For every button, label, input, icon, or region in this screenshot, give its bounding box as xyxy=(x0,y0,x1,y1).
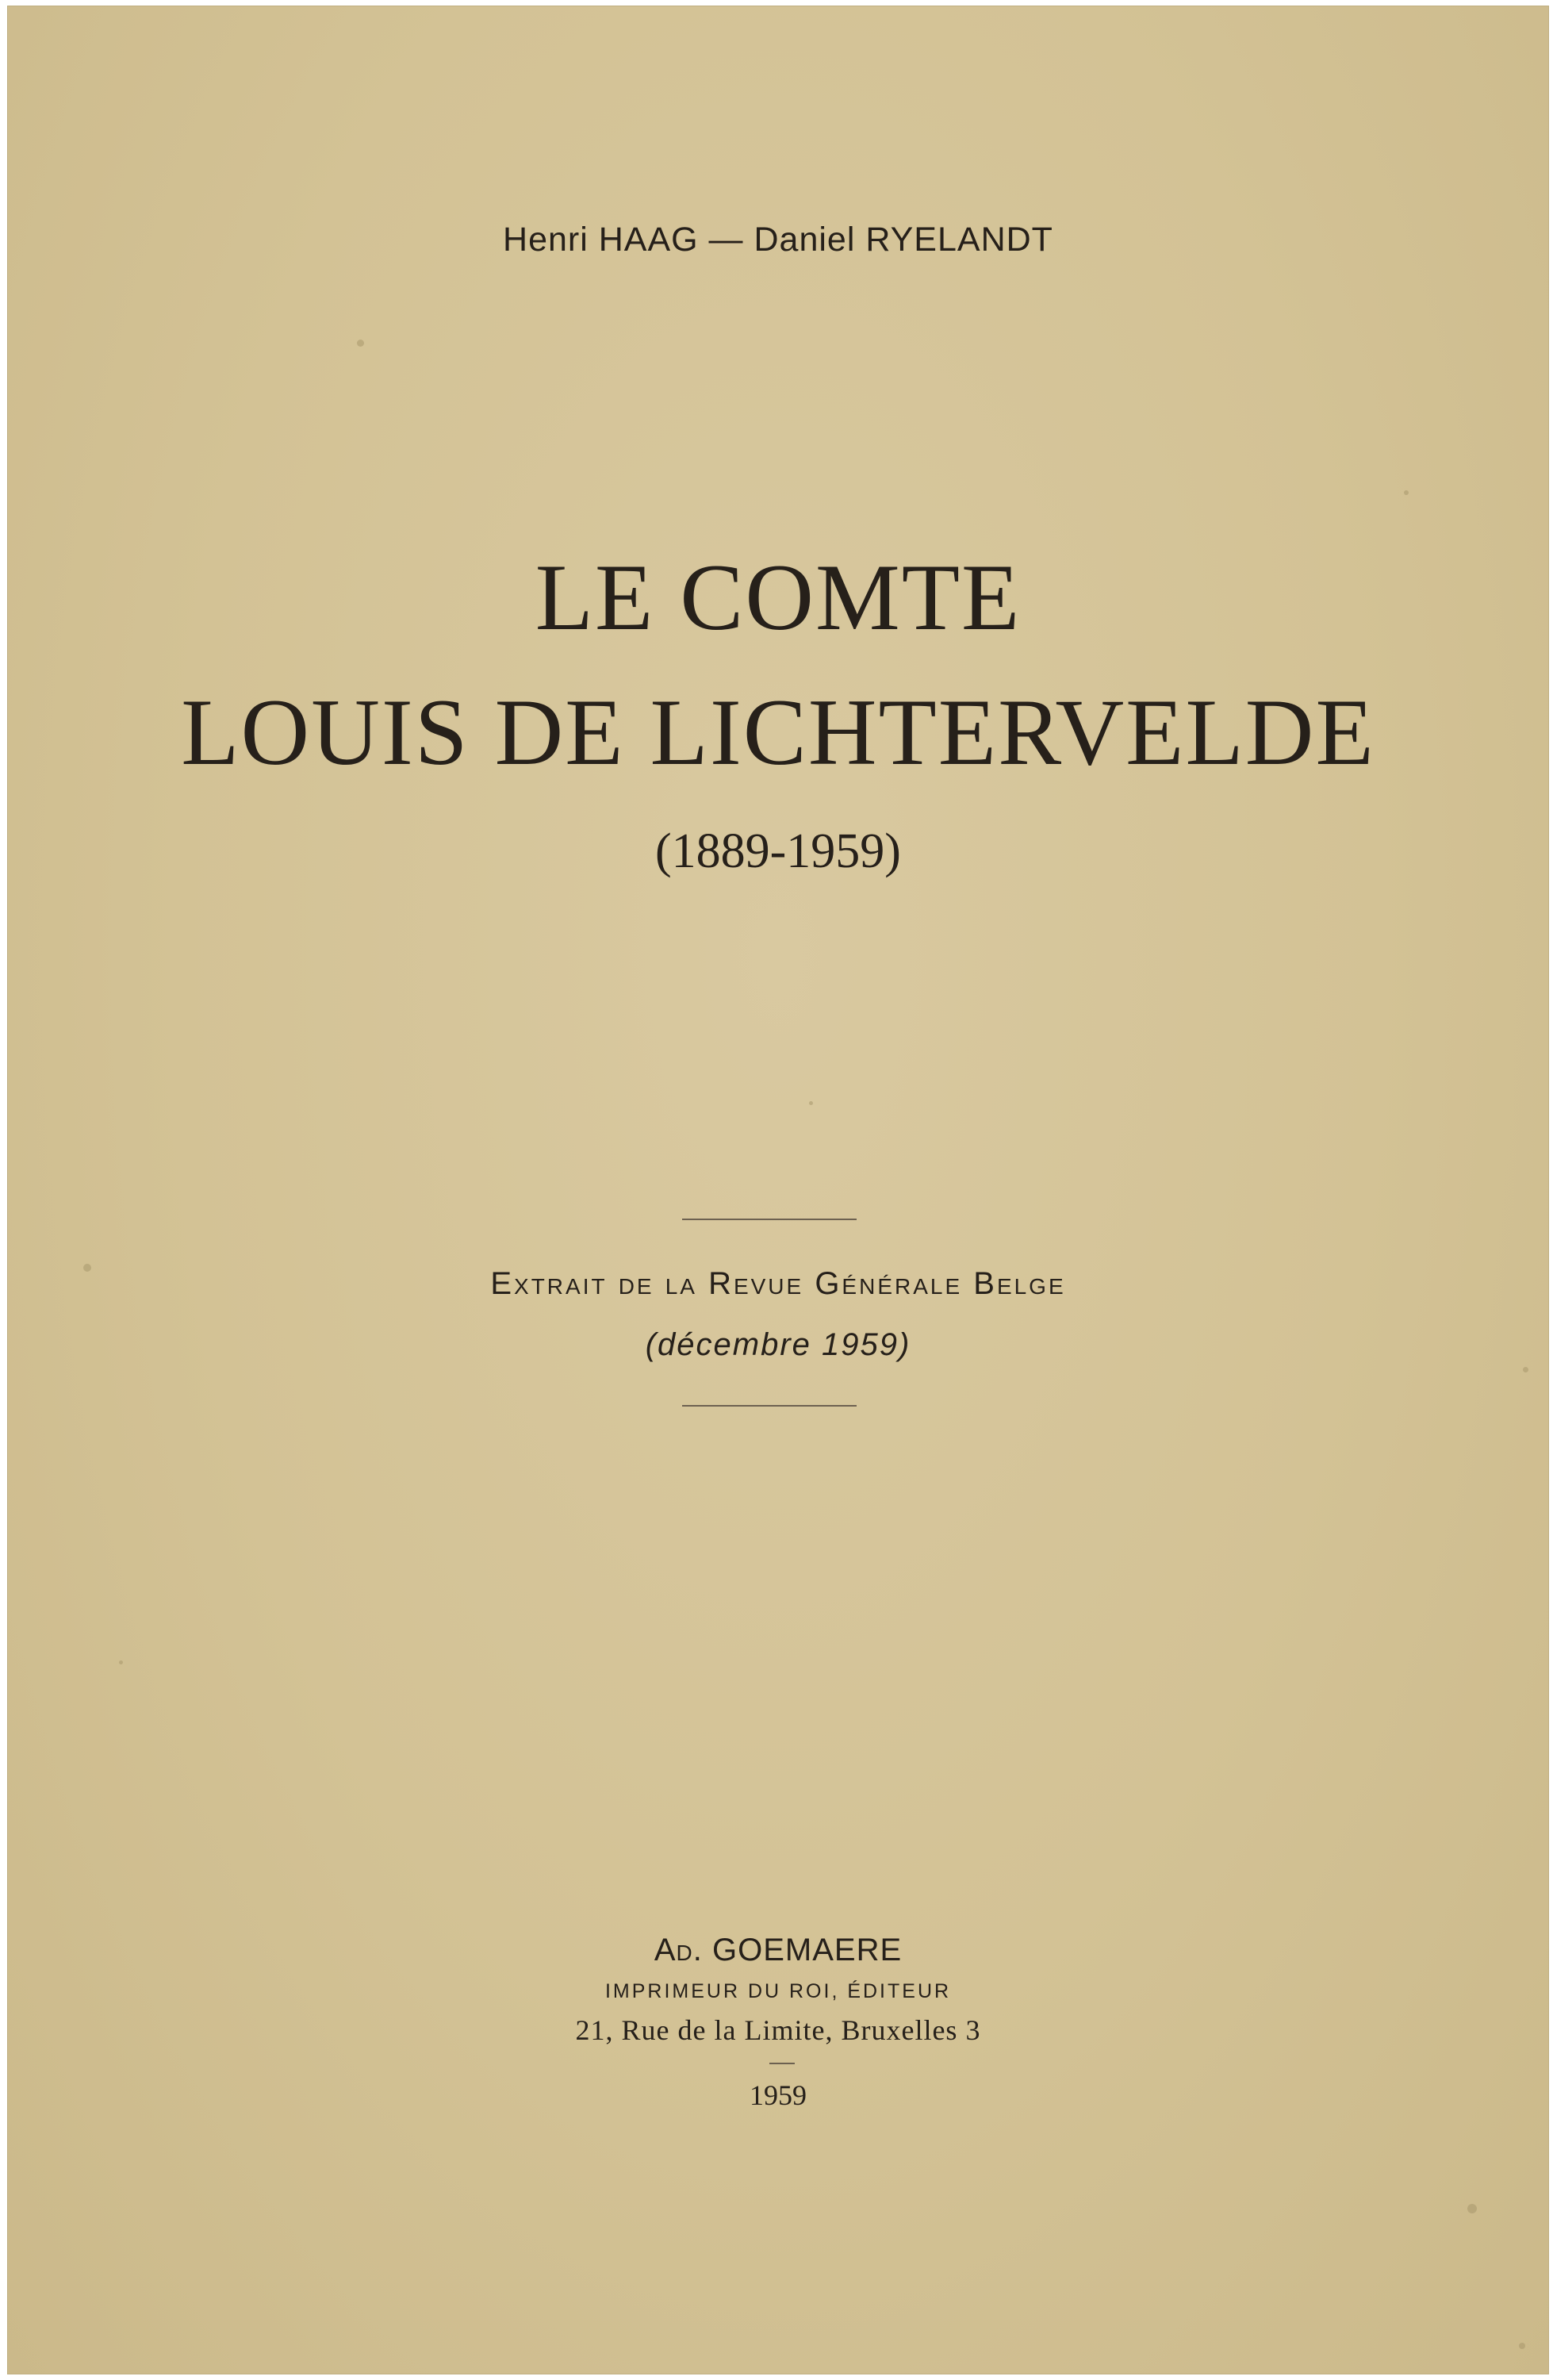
publisher-role: IMPRIMEUR DU ROI, ÉDITEUR xyxy=(604,1980,952,2002)
title-line-2: LOUIS DE LICHTERVELDE xyxy=(181,679,1375,785)
authors-line: Henri HAAG — Daniel RYELANDT xyxy=(503,221,1053,259)
extract-source: Extrait de la Revue Générale Belge xyxy=(490,1266,1066,1301)
paper-speck xyxy=(809,1101,813,1105)
paper-speck xyxy=(1467,2204,1477,2213)
divider-bottom xyxy=(682,1405,857,1407)
paper-speck xyxy=(1523,1367,1528,1372)
publisher-address: 21, Rue de la Limite, Bruxelles 3 xyxy=(575,2014,981,2046)
paper-speck xyxy=(1404,490,1409,495)
publisher-name: Ad. GOEMAERE xyxy=(654,1933,903,1967)
publication-year: 1959 xyxy=(750,2079,807,2111)
issue-date: (décembre 1959) xyxy=(645,1327,911,1362)
year-dash xyxy=(769,2063,795,2064)
paper-speck xyxy=(357,340,364,347)
lifespan-dates: (1889-1959) xyxy=(655,824,901,878)
paper-speck xyxy=(1519,2343,1525,2349)
book-cover xyxy=(8,6,1548,2374)
paper-speck xyxy=(119,1660,123,1664)
divider-top xyxy=(682,1219,857,1220)
title-line-1: LE COMTE xyxy=(535,544,1022,650)
